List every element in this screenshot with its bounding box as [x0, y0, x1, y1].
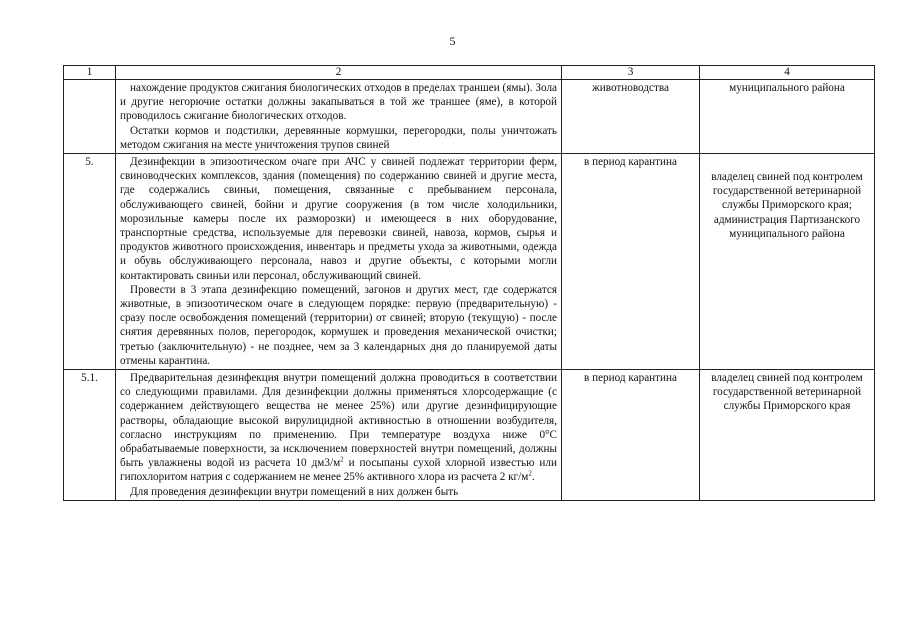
measure-paragraph: Дезинфекции в эпизоотическом очаге при АЧС у свиней подлежат территории ферм, свиноводческих комплексов, здания (помещения) по содержанию свиней и другие места, где содержались свиньи, помещения, связанные с пребыванием персонала, обслуживающего свиней, бойни и другие сооружения (в том числе холодильники, морозильные камеры после их разморозки) и имеющееся в них оборудование, транспортные средства, используемые для перевозки свиней, навоза, кормов, сырья и продуктов животного происхождения, инвентарь и предметы ухода за животными, одежда и обувь обслуживающего персонала, навоз и другие объекты, с которыми могли контактировать свиньи или персонал, обслуживающий свиней. [120, 156, 557, 282]
responsible-cell: владелец свиней под контролем государственной ветеринарной службы Приморского края; администрация Партизанского муниципального района [700, 154, 875, 370]
measures-table [63, 65, 875, 501]
header-col-4: 4 [700, 66, 875, 80]
table-header-row [64, 66, 875, 80]
responsible-cell: муниципального района [700, 80, 875, 154]
table-row [64, 370, 875, 501]
header-col-1: 1 [64, 66, 116, 80]
measure-cell [116, 80, 562, 154]
measure-text-part: Предварительная дезинфекция внутри помещений должна проводиться в соответствии со следующими правилами. Для дезинфекции должны применяться хлорсодержащие (с содержанием действующего вещества не менее 25%) или другие дезинфицирующие растворы, обладающие высокой вирулицидной активностью в отношении возбудителя, согласно инструкциям по применению. При температуре воздуха ниже 0°С обрабатываемые поверхности, за исключением поверхностей внутри помещений, должны быть увлажнены водой из расчета 10 дм3/м [120, 372, 557, 470]
measure-paragraph: нахождение продуктов сжигания биологических отходов в пределах траншеи (ямы). Зола и другие негорючие остатки должны закапываться в той же траншее (яме), в которой проводилось сжигание биологических отходов. [120, 82, 557, 123]
header-col-3: 3 [562, 66, 700, 80]
table-row [64, 80, 875, 154]
measure-cell [116, 370, 562, 501]
header-col-2: 2 [116, 66, 562, 80]
superscript: 2 [340, 455, 344, 464]
term-cell: животноводства [562, 80, 700, 154]
measure-paragraph: Провести в 3 этапа дезинфекцию помещений, загонов и других мест, где содержатся животные, в эпизоотическом очаге в следующем порядке: первую (предварительную) - сразу после освобождения помещений (территории) от свиней; вторую (текущую) - после снятия деревянных полов, перегородок, кормушек и проведения механической очистки; третью (заключительную) - не позднее, чем за 3 календарных дня до планируемой даты отмены карантина. [120, 283, 557, 367]
row-number: 5.1. [64, 370, 116, 501]
measure-paragraph: Остатки кормов и подстилки, деревянные кормушки, перегородки, полы уничтожать методом сжигания на месте уничтожения трупов свиней [120, 124, 557, 151]
table-row [64, 154, 875, 370]
responsible-cell: владелец свиней под контролем государственной ветеринарной службы Приморского края [700, 370, 875, 501]
row-number: 5. [64, 154, 116, 370]
superscript: 2 [528, 469, 532, 478]
row-number [64, 80, 116, 154]
page-number: 5 [449, 34, 456, 48]
measure-paragraph: Для проведения дезинфекции внутри помещений в них должен быть [130, 485, 459, 498]
measure-paragraph [120, 371, 557, 485]
term-cell: в период карантина [562, 370, 700, 501]
measure-text-part: . [531, 471, 535, 484]
measure-cell [116, 154, 562, 370]
measure-text-part: и посыпаны сухой хлорной известью или гипохлоритом натрия с содержанием не менее 25% активного хлора из расчета 2 кг/м [120, 457, 557, 484]
term-cell: в период карантина [562, 154, 700, 370]
